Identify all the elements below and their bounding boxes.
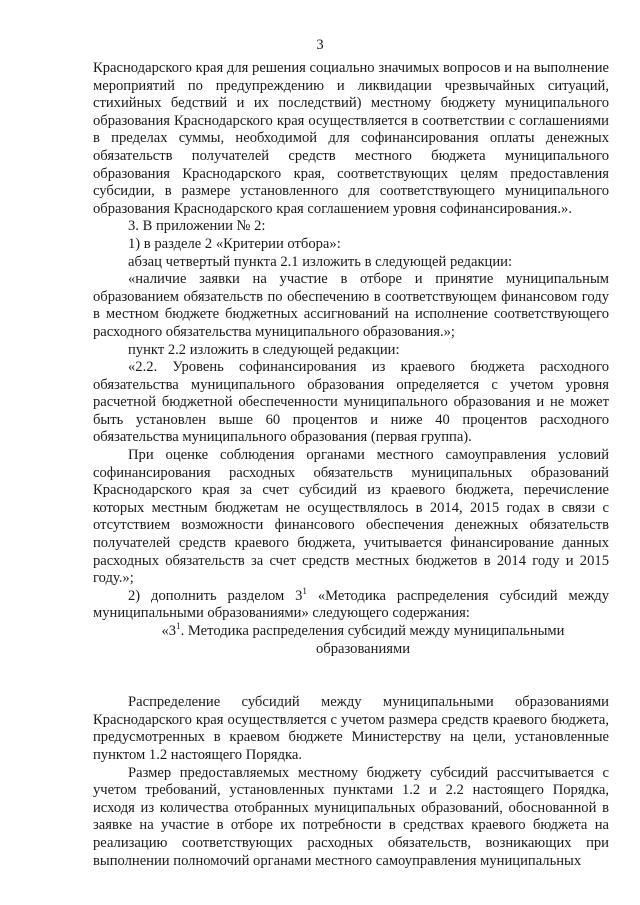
paragraph-quote-2-2: «2.2. Уровень софинансирования из краевого бюджета расходного обязательства муниципального образования определяется с учетом уровня расчетной бюджетной обеспеченности муниципального образования и не может быть установлен выше 60 процентов и ниже 40 процентов расходного обязательства муниципального образования (первая группа).	[93, 359, 609, 446]
paragraph-instruction-2-1: абзац четвертый пункта 2.1 изложить в следующей редакции:	[128, 253, 513, 270]
subitem-2-text-end: «Методика распределения субсидий между муниципальными образованиями» следующего содержания:	[93, 587, 609, 622]
heading-text-end: . Методика распределения субсидий между муниципальными образованиями	[180, 623, 565, 657]
page-number: 3	[316, 37, 324, 53]
paragraph-subsidy-size: Размер предоставляемых местному бюджету субсидий рассчитывается с учетом требований, установленных пунктами 1.2 и 2.2 настоящего Порядка, исходя из количества отобранных муниципальных образований, обоснованной в заявке на участие в отборе их потребности в средствах краевого бюджета на реализацию соответствующих расходных обязательств, возникающих при выполнении полномочий органами местного самоуправления муниципальных	[93, 764, 609, 869]
paragraph-subitem-2	[93, 585, 609, 623]
section-heading	[93, 623, 609, 658]
paragraph-quote-2-1: «наличие заявки на участие в отборе и принятие муниципальным образованием обязательств по обеспечению в соответствующем финансовом году в местном бюджете бюджетных ассигнований на исполнение соответствующего расходного обязательства муниципального образования.»;	[93, 271, 609, 340]
paragraph-instruction-2-2: пункт 2.2 изложить в следующей редакции:	[128, 341, 400, 358]
superscript-marker: 1	[302, 585, 307, 596]
paragraph-distribution: Распределение субсидий между муниципальными образованиями Краснодарского края осуществляется с учетом размера средств краевого бюджета, предусмотренных в краевом бюджете Министерству на цели, установленные пунктом 1.2 настоящего Порядка.	[93, 694, 609, 763]
heading-text-start: «3	[161, 623, 177, 639]
paragraph-subitem-1: 1) в разделе 2 «Критерии отбора»:	[128, 235, 341, 252]
paragraph-compliance: При оценке соблюдения органами местного самоуправления условий софинансирования расходных обязательств муниципальных образований Краснодарского края за счет субсидий из краевого бюджета, перечисление которых местным бюджетам не осуществлялось в 2014, 2015 годах в связи с отсутствием возможности финансового обеспечения денежных обязательств получателей средств краевого бюджета, учитывается финансирование данных расходных обязательств за счет средств местных бюджетов в 2014 году и 2015 году.»;	[93, 447, 609, 587]
document-body	[93, 60, 609, 870]
subitem-2-text-start: 2) дополнить разделом 3	[128, 587, 303, 604]
paragraph-item-3: 3. В приложении № 2:	[128, 218, 266, 235]
paragraph-continuation: Краснодарского края для решения социально значимых вопросов и на выполнение мероприятий по предупреждению и ликвидации чрезвычайных ситуаций, стихийных бедствий и их последствий) местному бюджету муниципального образования Краснодарского края осуществляется в соответствии с соглашениями в пределах суммы, необходимой для софинансирования оплаты денежных обязательств получателей средств местного бюджета муниципального образования Краснодарского края, соответствующих целям предоставления субсидии, в размере установленного для соответствующего муниципального образования Краснодарского края соглашением уровня софинансирования.».	[93, 60, 609, 217]
heading-superscript: 1	[176, 621, 181, 632]
